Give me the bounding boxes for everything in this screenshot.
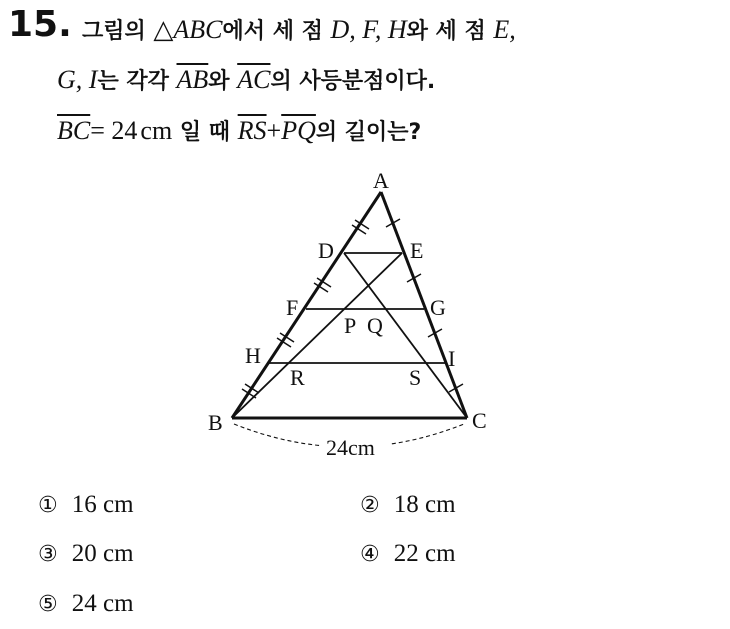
label-c: C	[472, 408, 487, 433]
segment-bc: $\overline{BC}$	[57, 116, 91, 145]
triangle-abc: △ABC	[153, 15, 223, 44]
plus-sign: +	[266, 116, 282, 145]
label-h: H	[245, 343, 261, 368]
choice-1-mark: ①	[38, 493, 58, 518]
side-ab	[232, 192, 381, 418]
side-ac	[381, 192, 467, 418]
base-length-label: 24cm	[326, 435, 375, 460]
choice-2-mark: ②	[360, 493, 380, 518]
q1-text-c: 와 세 점	[406, 19, 494, 44]
points-gi: G, I	[57, 65, 98, 94]
point-e: E,	[493, 15, 516, 44]
label-b: B	[208, 410, 223, 435]
label-q: Q	[367, 313, 383, 338]
points-dfh: D, F, H	[330, 15, 407, 44]
diagonal-dc	[344, 253, 467, 418]
label-s: S	[409, 365, 422, 390]
q2-text-a: 는 각각	[97, 69, 177, 94]
label-d: D	[318, 238, 334, 263]
choice-3-text: 20 cm	[71, 540, 134, 567]
choice-3-mark: ③	[38, 542, 58, 567]
segment-ab: $\overline{AB}$	[176, 65, 209, 94]
segment-ac: $\overline{AC}$	[237, 65, 271, 94]
label-p: P	[344, 313, 357, 338]
choice-5-mark: ⑤	[38, 592, 58, 617]
label-e: E	[410, 238, 424, 263]
label-i: I	[448, 346, 456, 371]
choice-5-text: 24 cm	[71, 590, 134, 617]
q3-text-a: 일 때	[172, 120, 238, 145]
choice-5[interactable]	[38, 590, 134, 618]
label-a: A	[373, 168, 389, 193]
choice-4[interactable]	[360, 540, 456, 568]
q3-text-b: 의 길이는?	[315, 120, 422, 145]
choice-4-text: 22 cm	[393, 540, 456, 567]
label-g: G	[430, 295, 446, 320]
choice-4-mark: ④	[360, 542, 380, 567]
choice-2-text: 18 cm	[393, 491, 456, 518]
choice-1[interactable]	[38, 491, 134, 519]
q2-text-b: 와	[208, 69, 238, 94]
choice-3[interactable]	[38, 540, 134, 568]
equals-value: = 24	[90, 116, 138, 145]
label-f: F	[286, 295, 299, 320]
label-r: R	[290, 365, 305, 390]
q1-text-b: 에서 세 점	[222, 19, 331, 44]
q1-text-a: 그림의	[82, 19, 154, 44]
unit-cm: cm	[140, 116, 173, 145]
choice-1-text: 16 cm	[71, 491, 134, 518]
question-number: 15.	[8, 4, 72, 45]
segment-pq: $\overline{PQ}$	[281, 116, 316, 145]
segment-rs: $\overline{RS}$	[237, 116, 267, 145]
choice-2[interactable]	[360, 491, 456, 519]
q2-text-c: 의 사등분점이다.	[270, 69, 436, 94]
